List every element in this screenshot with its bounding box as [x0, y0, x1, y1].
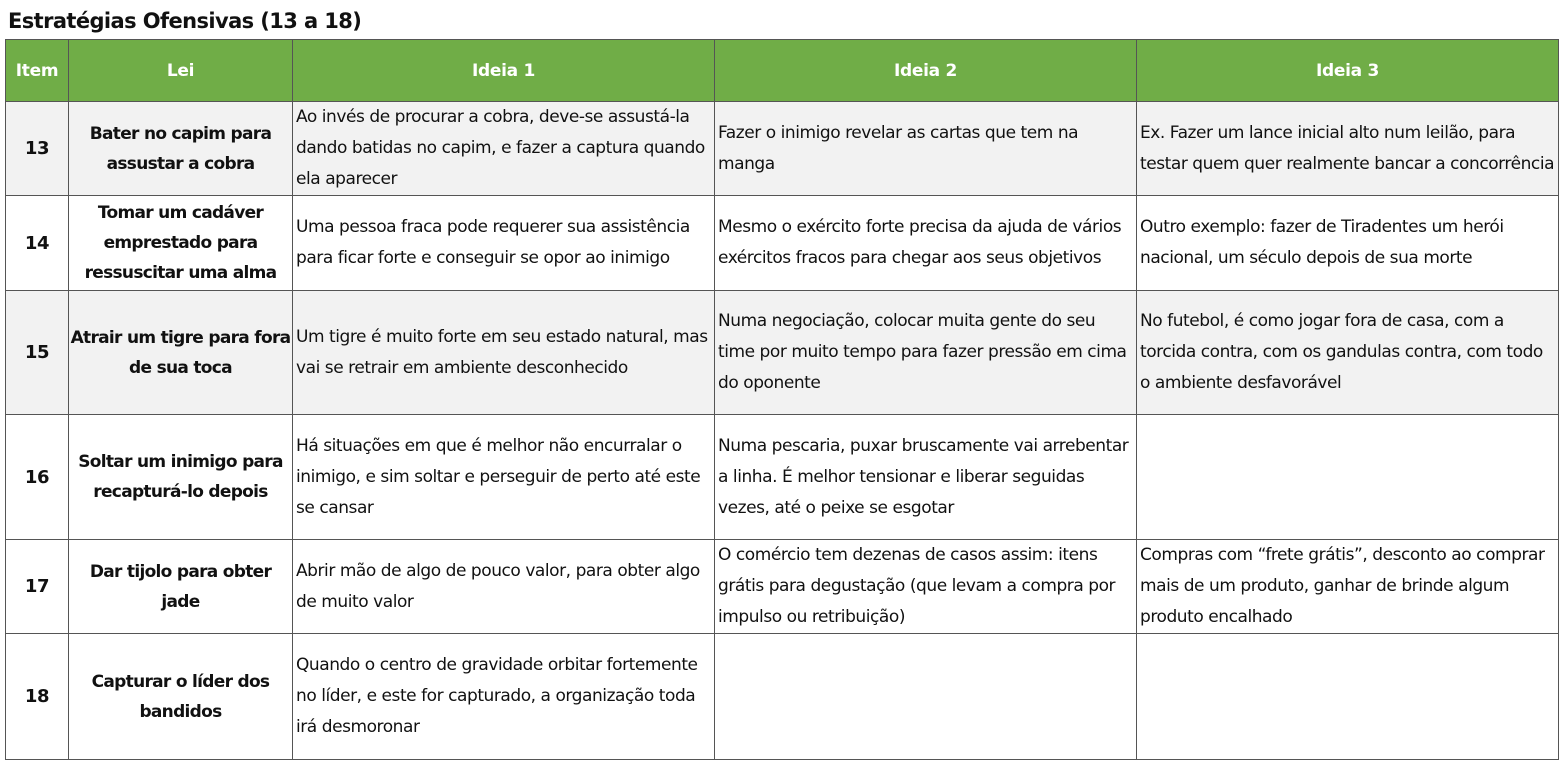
ideia-2-cell: Numa pescaria, puxar bruscamente vai arrebentar a linha. É melhor tensionar e liberar seguidas vezes, até o peixe se esgotar [715, 415, 1137, 540]
table-row [6, 415, 1559, 540]
page-title: Estratégias Ofensivas (13 a 18) [8, 9, 362, 33]
strategies-table [5, 39, 1559, 760]
ideia-1-cell: Quando o centro de gravidade orbitar fortemente no líder, e este for capturado, a organização toda irá desmoronar [293, 634, 715, 760]
table-row [6, 634, 1559, 760]
ideia-3-cell: Compras com “frete grátis”, desconto ao comprar mais de um produto, ganhar de brinde algum produto encalhado [1137, 540, 1559, 634]
ideia-1-cell: Ao invés de procurar a cobra, deve-se assustá-la dando batidas no capim, e fazer a captura quando ela aparecer [293, 102, 715, 196]
ideia-2-cell [715, 634, 1137, 760]
lei-cell: Tomar um cadáver emprestado para ressuscitar uma alma [69, 196, 293, 291]
ideia-2-cell: Fazer o inimigo revelar as cartas que tem na manga [715, 102, 1137, 196]
ideia-3-cell [1137, 415, 1559, 540]
header-item: Item [6, 40, 69, 102]
ideia-2-cell: O comércio tem dezenas de casos assim: itens grátis para degustação (que levam a compra por impulso ou retribuição) [715, 540, 1137, 634]
ideia-1-cell: Um tigre é muito forte em seu estado natural, mas vai se retrair em ambiente desconhecido [293, 291, 715, 415]
header-ideia-3: Ideia 3 [1137, 40, 1559, 102]
item-number: 17 [6, 540, 69, 634]
ideia-3-cell: Ex. Fazer um lance inicial alto num leilão, para testar quem quer realmente bancar a concorrência [1137, 102, 1559, 196]
lei-cell: Soltar um inimigo para recapturá-lo depois [69, 415, 293, 540]
ideia-3-cell: Outro exemplo: fazer de Tiradentes um herói nacional, um século depois de sua morte [1137, 196, 1559, 291]
table-row [6, 291, 1559, 415]
header-lei: Lei [69, 40, 293, 102]
table-row [6, 540, 1559, 634]
item-number: 14 [6, 196, 69, 291]
header-ideia-1: Ideia 1 [293, 40, 715, 102]
ideia-2-cell: Mesmo o exército forte precisa da ajuda de vários exércitos fracos para chegar aos seus objetivos [715, 196, 1137, 291]
lei-cell: Dar tijolo para obter jade [69, 540, 293, 634]
lei-cell: Bater no capim para assustar a cobra [69, 102, 293, 196]
header-ideia-2: Ideia 2 [715, 40, 1137, 102]
item-number: 13 [6, 102, 69, 196]
item-number: 15 [6, 291, 69, 415]
table-row [6, 102, 1559, 196]
header-row [6, 40, 1559, 102]
table-row [6, 196, 1559, 291]
ideia-2-cell: Numa negociação, colocar muita gente do seu time por muito tempo para fazer pressão em cima do oponente [715, 291, 1137, 415]
ideia-3-cell: No futebol, é como jogar fora de casa, com a torcida contra, com os gandulas contra, com todo o ambiente desfavorável [1137, 291, 1559, 415]
item-number: 18 [6, 634, 69, 760]
item-number: 16 [6, 415, 69, 540]
lei-cell: Atrair um tigre para fora de sua toca [69, 291, 293, 415]
ideia-3-cell [1137, 634, 1559, 760]
ideia-1-cell: Abrir mão de algo de pouco valor, para obter algo de muito valor [293, 540, 715, 634]
lei-cell: Capturar o líder dos bandidos [69, 634, 293, 760]
ideia-1-cell: Há situações em que é melhor não encurralar o inimigo, e sim soltar e perseguir de perto até este se cansar [293, 415, 715, 540]
ideia-1-cell: Uma pessoa fraca pode requerer sua assistência para ficar forte e conseguir se opor ao inimigo [293, 196, 715, 291]
